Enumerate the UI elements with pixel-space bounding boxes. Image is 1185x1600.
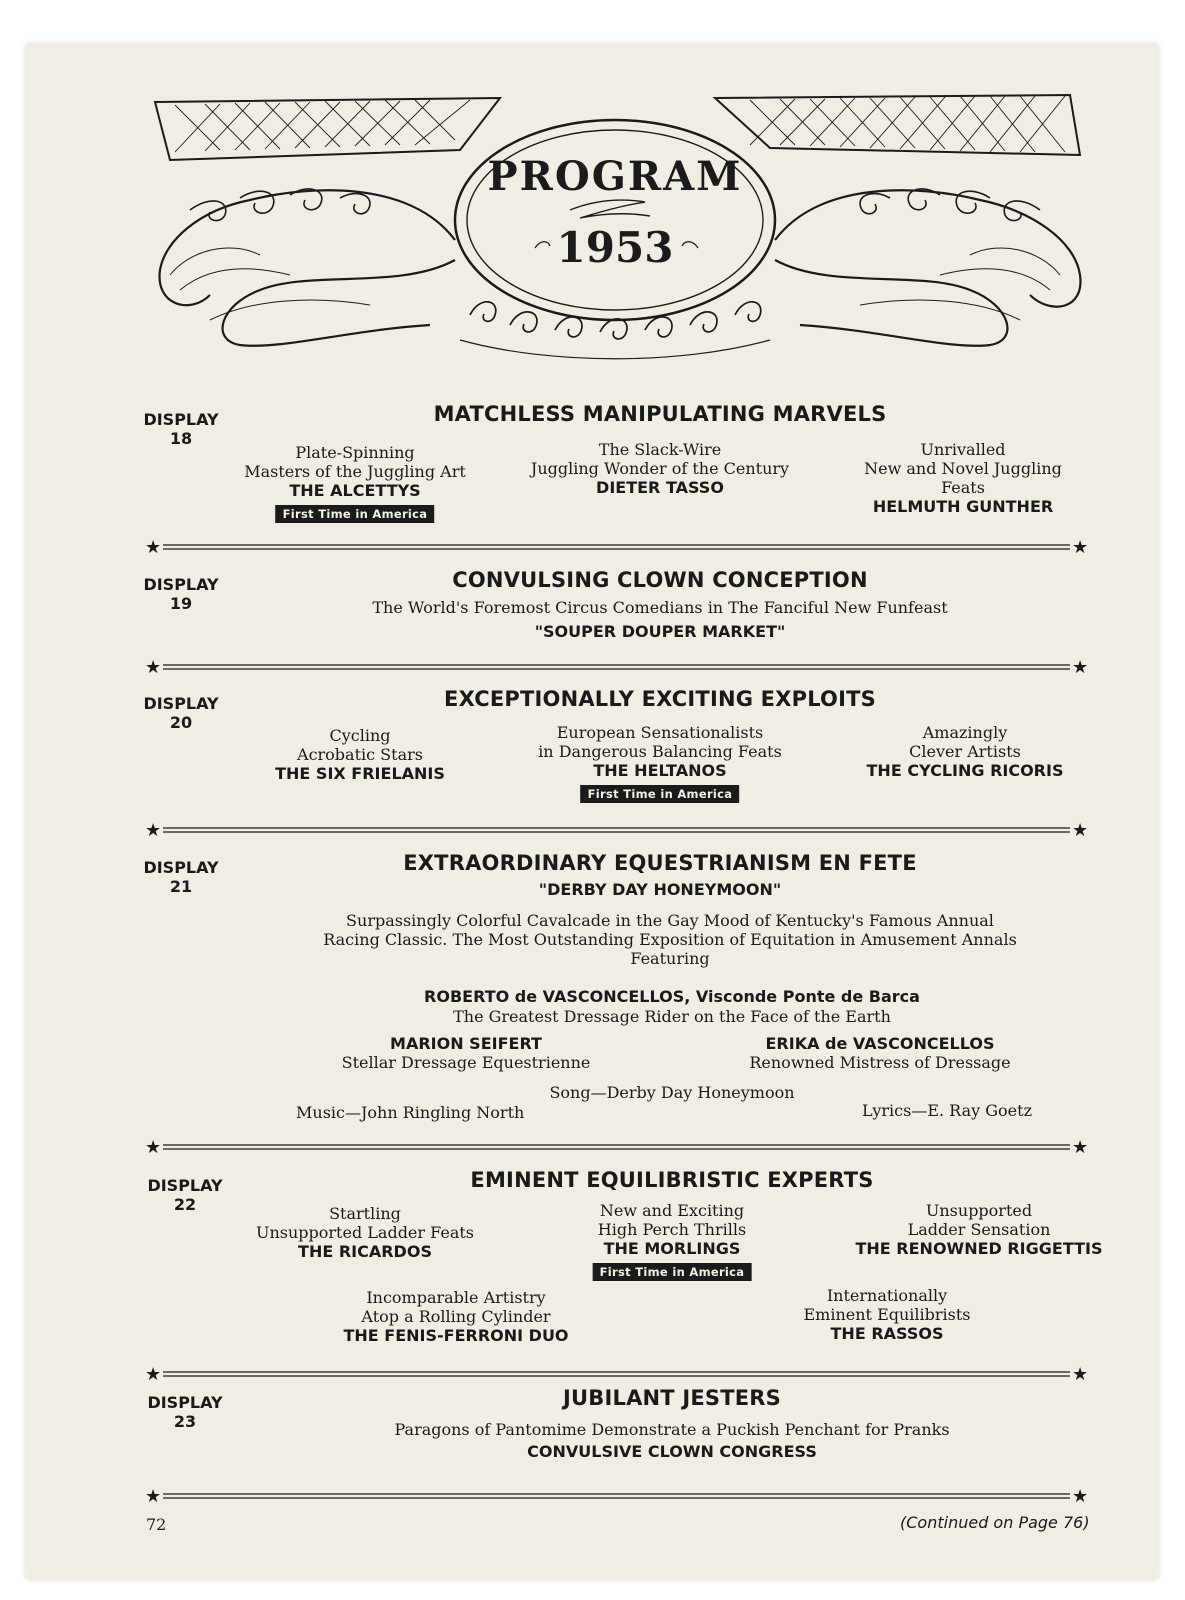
display-label-20: DISPLAY 20: [143, 694, 219, 732]
svg-text:★: ★: [1072, 1137, 1089, 1157]
display-subtitle-23: Paragons of Pantomime Demonstrate a Puckish Penchant for Pranks: [394, 1420, 950, 1439]
svg-text:★: ★: [145, 657, 162, 677]
feature-derby-day-honeymoon: "DERBY DAY HONEYMOON": [538, 880, 782, 899]
star-divider: [145, 1364, 1090, 1384]
display-label-23: DISPLAY 23: [147, 1393, 223, 1431]
rider-marion-seifert: MARION SEIFERT Stellar Dressage Equestrienne: [341, 1034, 591, 1072]
star-divider: [145, 820, 1090, 840]
lyrics-credit: Lyrics—E. Ray Goetz: [862, 1101, 1032, 1120]
star-divider: [145, 1486, 1090, 1506]
display-label-22: DISPLAY 22: [147, 1176, 223, 1214]
act-six-frielanis: Cycling Acrobatic Stars THE SIX FRIELANIS: [275, 726, 445, 783]
act-cycling-ricoris: Amazingly Clever Artists THE CYCLING RICORIS: [866, 723, 1064, 780]
display-label-18: DISPLAY 18: [143, 410, 219, 448]
svg-text:★: ★: [1072, 1486, 1089, 1506]
page-number: 72: [146, 1515, 167, 1534]
svg-text:★: ★: [1072, 1364, 1089, 1384]
star-rider-desc: The Greatest Dressage Rider on the Face of the Earth: [453, 1007, 891, 1026]
svg-text:★: ★: [145, 1486, 162, 1506]
display-label-19: DISPLAY 19: [143, 575, 219, 613]
svg-text:★: ★: [145, 1364, 162, 1384]
program-year: 1953: [556, 223, 674, 272]
svg-text:★: ★: [1072, 537, 1089, 557]
svg-text:★: ★: [1072, 820, 1089, 840]
svg-text:★: ★: [145, 537, 162, 557]
act-rassos: Internationally Eminent Equilibrists THE RASSOS: [803, 1286, 971, 1343]
act-helmuth-gunther: Unrivalled New and Novel Juggling Feats HELMUTH GUNTHER: [864, 440, 1062, 516]
act-morlings: New and Exciting High Perch Thrills THE MORLINGS First Time in America: [593, 1201, 752, 1280]
star-divider: [145, 657, 1090, 677]
display-label-21: DISPLAY 21: [143, 858, 219, 896]
display-title-19: CONVULSING CLOWN CONCEPTION: [452, 568, 868, 592]
svg-text:★: ★: [1072, 657, 1089, 677]
act-dieter-tasso: The Slack-Wire Juggling Wonder of the Century DIETER TASSO: [530, 440, 790, 497]
first-time-badge: First Time in America: [593, 1263, 752, 1281]
first-time-badge: First Time in America: [581, 785, 740, 803]
act-ricardos: Startling Unsupported Ladder Feats THE RICARDOS: [255, 1204, 475, 1261]
act-heltanos: European Sensationalists in Dangerous Balancing Feats THE HELTANOS First Time in America: [538, 723, 782, 801]
display-title-23: JUBILANT JESTERS: [563, 1386, 781, 1410]
display-title-22: EMINENT EQUILIBRISTIC EXPERTS: [470, 1168, 874, 1192]
display-subtitle-19: The World's Foremost Circus Comedians in The Fanciful New Funfeast: [372, 598, 948, 617]
act-alcettys: Plate-Spinning Masters of the Juggling Art THE ALCETTYS First Time in America: [244, 443, 466, 521]
star-divider: [145, 537, 1090, 557]
display-description-21: Surpassingly Colorful Cavalcade in the Gay Mood of Kentucky's Famous Annual Racing Classic. The Most Outstanding Exposition of Equitation in Amusement Annals Featuring: [323, 911, 1017, 968]
music-credit: Music—John Ringling North: [296, 1103, 525, 1122]
feature-souper-douper-market: "SOUPER DOUPER MARKET": [534, 622, 786, 641]
continued-note: (Continued on Page 76): [900, 1513, 1090, 1532]
program-heading: PROGRAM: [487, 153, 743, 200]
act-renowned-riggettis: Unsupported Ladder Sensation THE RENOWNED RIGGETTIS: [855, 1201, 1103, 1258]
star-divider: [145, 1137, 1090, 1157]
program-banner-illustration: [150, 90, 1095, 395]
display-title-20: EXCEPTIONALLY EXCITING EXPLOITS: [444, 687, 876, 711]
display-title-18: MATCHLESS MANIPULATING MARVELS: [433, 402, 887, 426]
display-title-21: EXTRAORDINARY EQUESTRIANISM EN FETE: [403, 851, 917, 875]
star-rider-name: ROBERTO de VASCONCELLOS, Visconde Ponte de Barca: [424, 987, 920, 1006]
feature-convulsive-clown-congress: CONVULSIVE CLOWN CONGRESS: [527, 1442, 817, 1461]
rider-erika-de-vasconcellos: ERIKA de VASCONCELLOS Renowned Mistress of Dressage: [749, 1034, 1011, 1072]
first-time-badge: First Time in America: [276, 505, 435, 523]
svg-text:★: ★: [145, 1137, 162, 1157]
song-credit: Song—Derby Day Honeymoon: [549, 1083, 795, 1102]
act-fenis-ferroni-duo: Incomparable Artistry Atop a Rolling Cylinder THE FENIS-FERRONI DUO: [343, 1288, 569, 1345]
svg-text:★: ★: [145, 820, 162, 840]
